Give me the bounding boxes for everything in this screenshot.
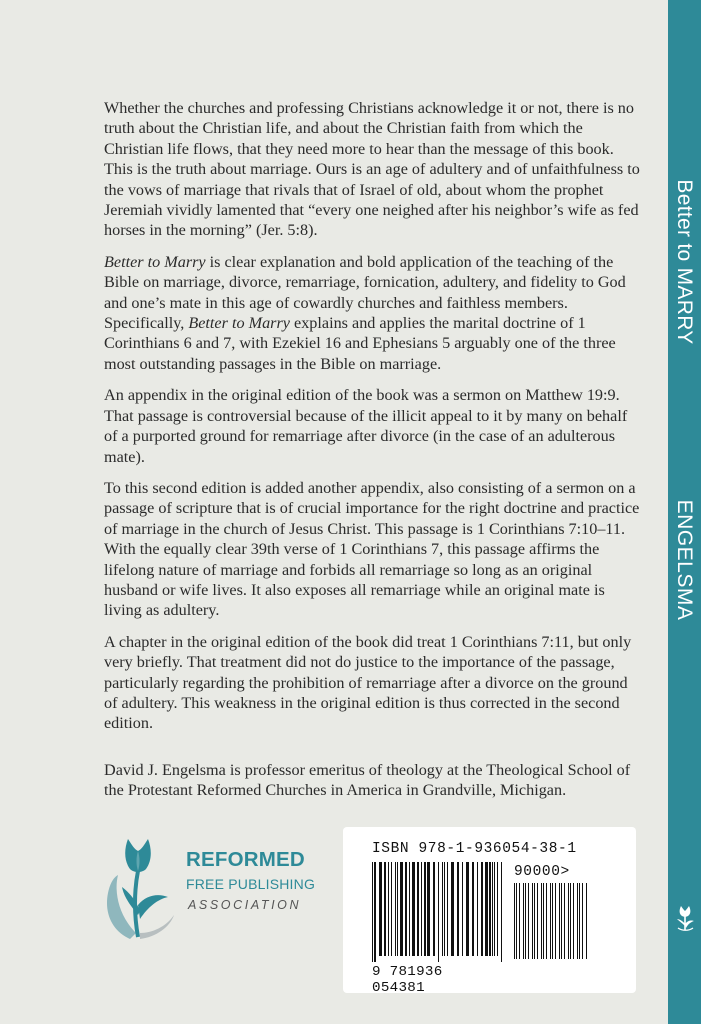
spine-tulip-icon [674,904,696,932]
tulip-logo-icon [100,835,178,945]
barcode-bar [534,883,535,959]
barcode-bar [570,883,571,959]
barcode-bar [582,883,583,959]
back-cover-description [104,98,644,745]
barcode-bar [379,862,382,956]
barcode-bar [579,883,580,959]
barcode-bar [485,862,488,956]
ean-barcode [372,862,502,962]
spine-author: ENGELSMA [673,499,696,621]
barcode-bar [516,883,517,959]
barcode-bar [568,883,569,959]
barcode-bar [494,862,495,956]
barcode-bar [523,883,524,959]
description-paragraph [104,632,644,734]
barcode-bar [501,862,502,962]
book-title-italic: Better to Marry [188,314,290,333]
paragraph-text: To this second edition is added another appendix, also consisting of a sermon on a passage of scripture that is of crucial importance for the right doctrine and practice of marriage in the church of Jesus Christ. This passage is 1 Corinthians 7:10–11. With the equally clear 39th verse of 1 Corinthians 7, this passage affirms the lifelong nature of marriage and forbids all remarriage so long as an original husband or wife lives. It also exposes all remarriage while an original mate is living as adultery. [104,478,640,620]
barcode-bar [537,883,538,959]
barcode-bar [577,883,578,959]
barcode-bar [528,883,529,959]
barcode-bar [466,862,469,956]
barcode-bar [442,862,443,956]
barcode-bar [462,862,463,956]
barcode-bar [395,862,396,956]
barcode-bar [417,862,419,956]
barcode-bar [514,883,515,959]
barcode-bar [481,862,483,956]
barcode-bar [391,862,392,956]
publisher-subtitle: FREE PUBLISHING [186,876,316,892]
paragraph-text: explains and applies the marital doctrine of 1 Corinthians 6 and 7, with Ezekiel 16 and Ephesians 5 arguably one of the three most outstanding passages in the Bible on marriage. [104,314,616,373]
publisher-association: ASSOCIATION [188,898,302,912]
barcode-digits: 9 781936 054381 [372,964,443,996]
barcode-bar [477,862,478,956]
barcode-bar [497,862,498,956]
barcode-bar [457,862,459,956]
paragraph-text: An appendix in the original edition of the book was a sermon on Matthew 19:9. That passage is controversial because of the illicit appeal to it by many on behalf of a purported ground for remarriage after divorce (in the case of an adulterous mate). [104,386,628,466]
barcode-bar [409,862,410,956]
description-paragraph [104,98,644,241]
price-code: 90000> [514,864,570,880]
barcode-bar [489,862,491,956]
barcode-bar [372,862,373,962]
price-barcode [514,883,588,965]
paragraph-text: Whether the churches and professing Christians acknowledge it or not, there is no truth about the Christian life, and about the Christian faith from which the Christian life flows, that they need more to hear than the message of this book. This is the truth about marriage. Ours is an age of adultery and of unfaithfulness to the vows of marriage that rivals that of Israel of old, about whom the prophet Jeremiah vividly lamented that “every one neighed after his neighbor’s wife as fed horses in the morning” (Jer. 5:8). [104,99,640,240]
barcode-bar [405,862,407,956]
barcode-bar [555,883,556,959]
barcode-bar [525,883,526,959]
barcode-bar [532,883,533,959]
barcode-bar [451,862,454,956]
isbn-label: ISBN 978-1-936054-38-1 [372,841,577,857]
barcode-bar [433,862,435,956]
barcode-bar [546,883,547,959]
barcode-bar [573,883,574,959]
paragraph-text: A chapter in the original edition of the book did treat 1 Corinthians 7:11, but only very briefly. That treatment did not do justice to the importance of the passage, particularly regarding the prohibition of remarriage after a divorce on the ground of adultery. This weakness in the original edition is thus corrected in the second edition. [104,632,632,733]
description-paragraph [104,252,644,374]
barcode-bar [543,883,544,959]
paragraph-text: is clear explanation and bold application of the teaching of the Bible on marriage, divorce, remarriage, fornication, adultery, and fidelity to God and one’s mate in this age of cowardly churches and faithless members. Specifically, [104,252,626,333]
book-title-italic: Better to Marry [104,252,206,271]
barcode-bar [552,883,553,959]
barcode-bar [559,883,560,959]
description-paragraph [104,478,644,621]
description-paragraph [104,385,644,467]
barcode-bar [564,883,565,959]
barcode-bar [492,862,493,956]
barcode-bar [427,862,430,956]
barcode-bar [412,862,415,956]
barcode-bar [519,883,520,959]
barcode-bar [438,862,439,962]
barcode-bar [421,862,422,956]
barcode-bar [586,883,587,959]
barcode-bar [384,862,386,956]
barcode-bar [561,883,562,959]
barcode-bar [397,862,398,956]
publisher-name: REFORMED [186,848,305,871]
barcode-bar [550,883,551,959]
author-bio: David J. Engelsma is professor emeritus of theology at the Theological School of the Protestant Reformed Churches in America in Grandville, Michigan. [104,761,631,800]
barcode-bar [388,862,389,956]
barcode-bar [424,862,426,956]
spine-title: Better to MARRY [673,179,696,345]
barcode-bar [447,862,448,956]
barcode-bar [541,883,542,959]
barcode-bar [444,862,445,956]
barcode-bar [472,862,474,956]
barcode-bar [374,862,376,962]
barcode-bar [400,862,403,956]
